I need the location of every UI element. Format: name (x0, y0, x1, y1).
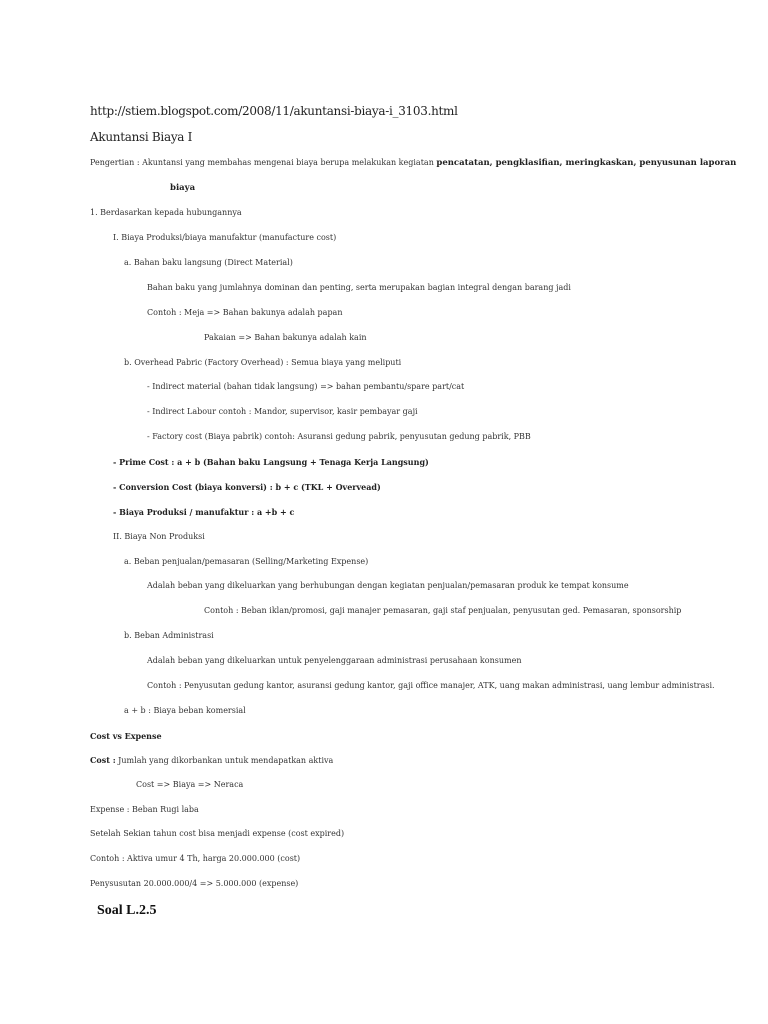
selling-expense-example: Contoh : Beban iklan/promosi, gaji manajer pemasaran, gaji staf penjualan, penyusutan ged. Pemasaran, sponsorship (204, 606, 682, 615)
commercial-cost-sum: a + b : Biaya beban komersial (124, 706, 246, 715)
cost-label: Cost : (90, 755, 116, 765)
cost-definition (90, 755, 333, 766)
document-title: Akuntansi Biaya I (90, 130, 193, 144)
admin-expense-desc: Adalah beban yang dikeluarkan untuk penyelenggaraan administrasi perusahaan konsumen (147, 656, 522, 665)
expense-definition: Expense : Beban Rugi laba (90, 805, 199, 814)
non-production-title: II. Biaya Non Produksi (113, 532, 205, 541)
direct-material-desc: Bahan baku yang jumlahnya dominan dan penting, serta merupakan bagian integral dengan barang jadi (147, 283, 571, 292)
definition-bold: pencatatan, pengklasifian, meringkaskan, penyusunan laporan (436, 158, 737, 168)
conversion-cost-formula: - Conversion Cost (biaya konversi) : b + c (TKL + Overvead) (113, 482, 381, 492)
asset-example: Contoh : Aktiva umur 4 Th, harga 20.000.000 (cost) (90, 854, 301, 863)
cost-vs-expense-title: Cost vs Expense (90, 731, 162, 741)
overhead-item-3: - Factory cost (Biaya pabrik) contoh: Asuransi gedung pabrik, penyusutan gedung pabrik, PBB (147, 432, 531, 441)
production-cost-title: I. Biaya Produksi/biaya manufaktur (manufacture cost) (113, 233, 337, 242)
cost-flow: Cost => Biaya => Neraca (136, 780, 244, 789)
direct-material-example-1: Contoh : Meja => Bahan bakunya adalah papan (147, 308, 343, 317)
source-url[interactable]: http://stiem.blogspot.com/2008/11/akuntansi-biaya-i_3103.html (90, 104, 458, 118)
prime-cost-formula: - Prime Cost : a + b (Bahan baku Langsung + Tenaga Kerja Langsung) (113, 457, 429, 467)
production-cost-formula: - Biaya Produksi / manufaktur : a +b + c (113, 507, 295, 517)
overhead-item-1: - Indirect material (bahan tidak langsung) => bahan pembantu/spare part/cat (147, 382, 465, 391)
definition-continuation: biaya (170, 183, 196, 193)
definition-line (90, 158, 736, 168)
overhead-item-2: - Indirect Labour contoh : Mandor, supervisor, kasir pembayar gaji (147, 407, 418, 416)
cost-expired-note: Setelah Sekian tahun cost bisa menjadi expense (cost expired) (90, 829, 345, 838)
direct-material-example-2: Pakaian => Bahan bakunya adalah kain (204, 333, 367, 342)
admin-expense-title: b. Beban Administrasi (124, 631, 214, 640)
soal-heading: Soal L.2.5 (97, 903, 157, 918)
admin-expense-example: Contoh : Penyusutan gedung kantor, asuransi gedung kantor, gaji office manajer, ATK, uang makan administrasi, uang lembur administrasi. (147, 681, 715, 690)
selling-expense-desc: Adalah beban yang dikeluarkan yang berhubungan dengan kegiatan penjualan/pemasaran produk ke tempat konsume (147, 581, 629, 590)
direct-material-title: a. Bahan baku langsung (Direct Material) (124, 258, 293, 267)
section-title: 1. Berdasarkan kepada hubungannya (90, 208, 242, 217)
cost-definition-text: Jumlah yang dikorbankan untuk mendapatkan aktiva (115, 756, 334, 765)
factory-overhead-title: b. Overhead Pabric (Factory Overhead) : Semua biaya yang meliputi (124, 358, 402, 367)
definition-prefix: Pengertian : Akuntansi yang membahas mengenai biaya berupa melakukan kegiatan (90, 158, 434, 167)
depreciation-example: Penysusutan 20.000.000/4 => 5.000.000 (expense) (90, 879, 299, 888)
selling-expense-title: a. Beban penjualan/pemasaran (Selling/Marketing Expense) (124, 557, 369, 566)
